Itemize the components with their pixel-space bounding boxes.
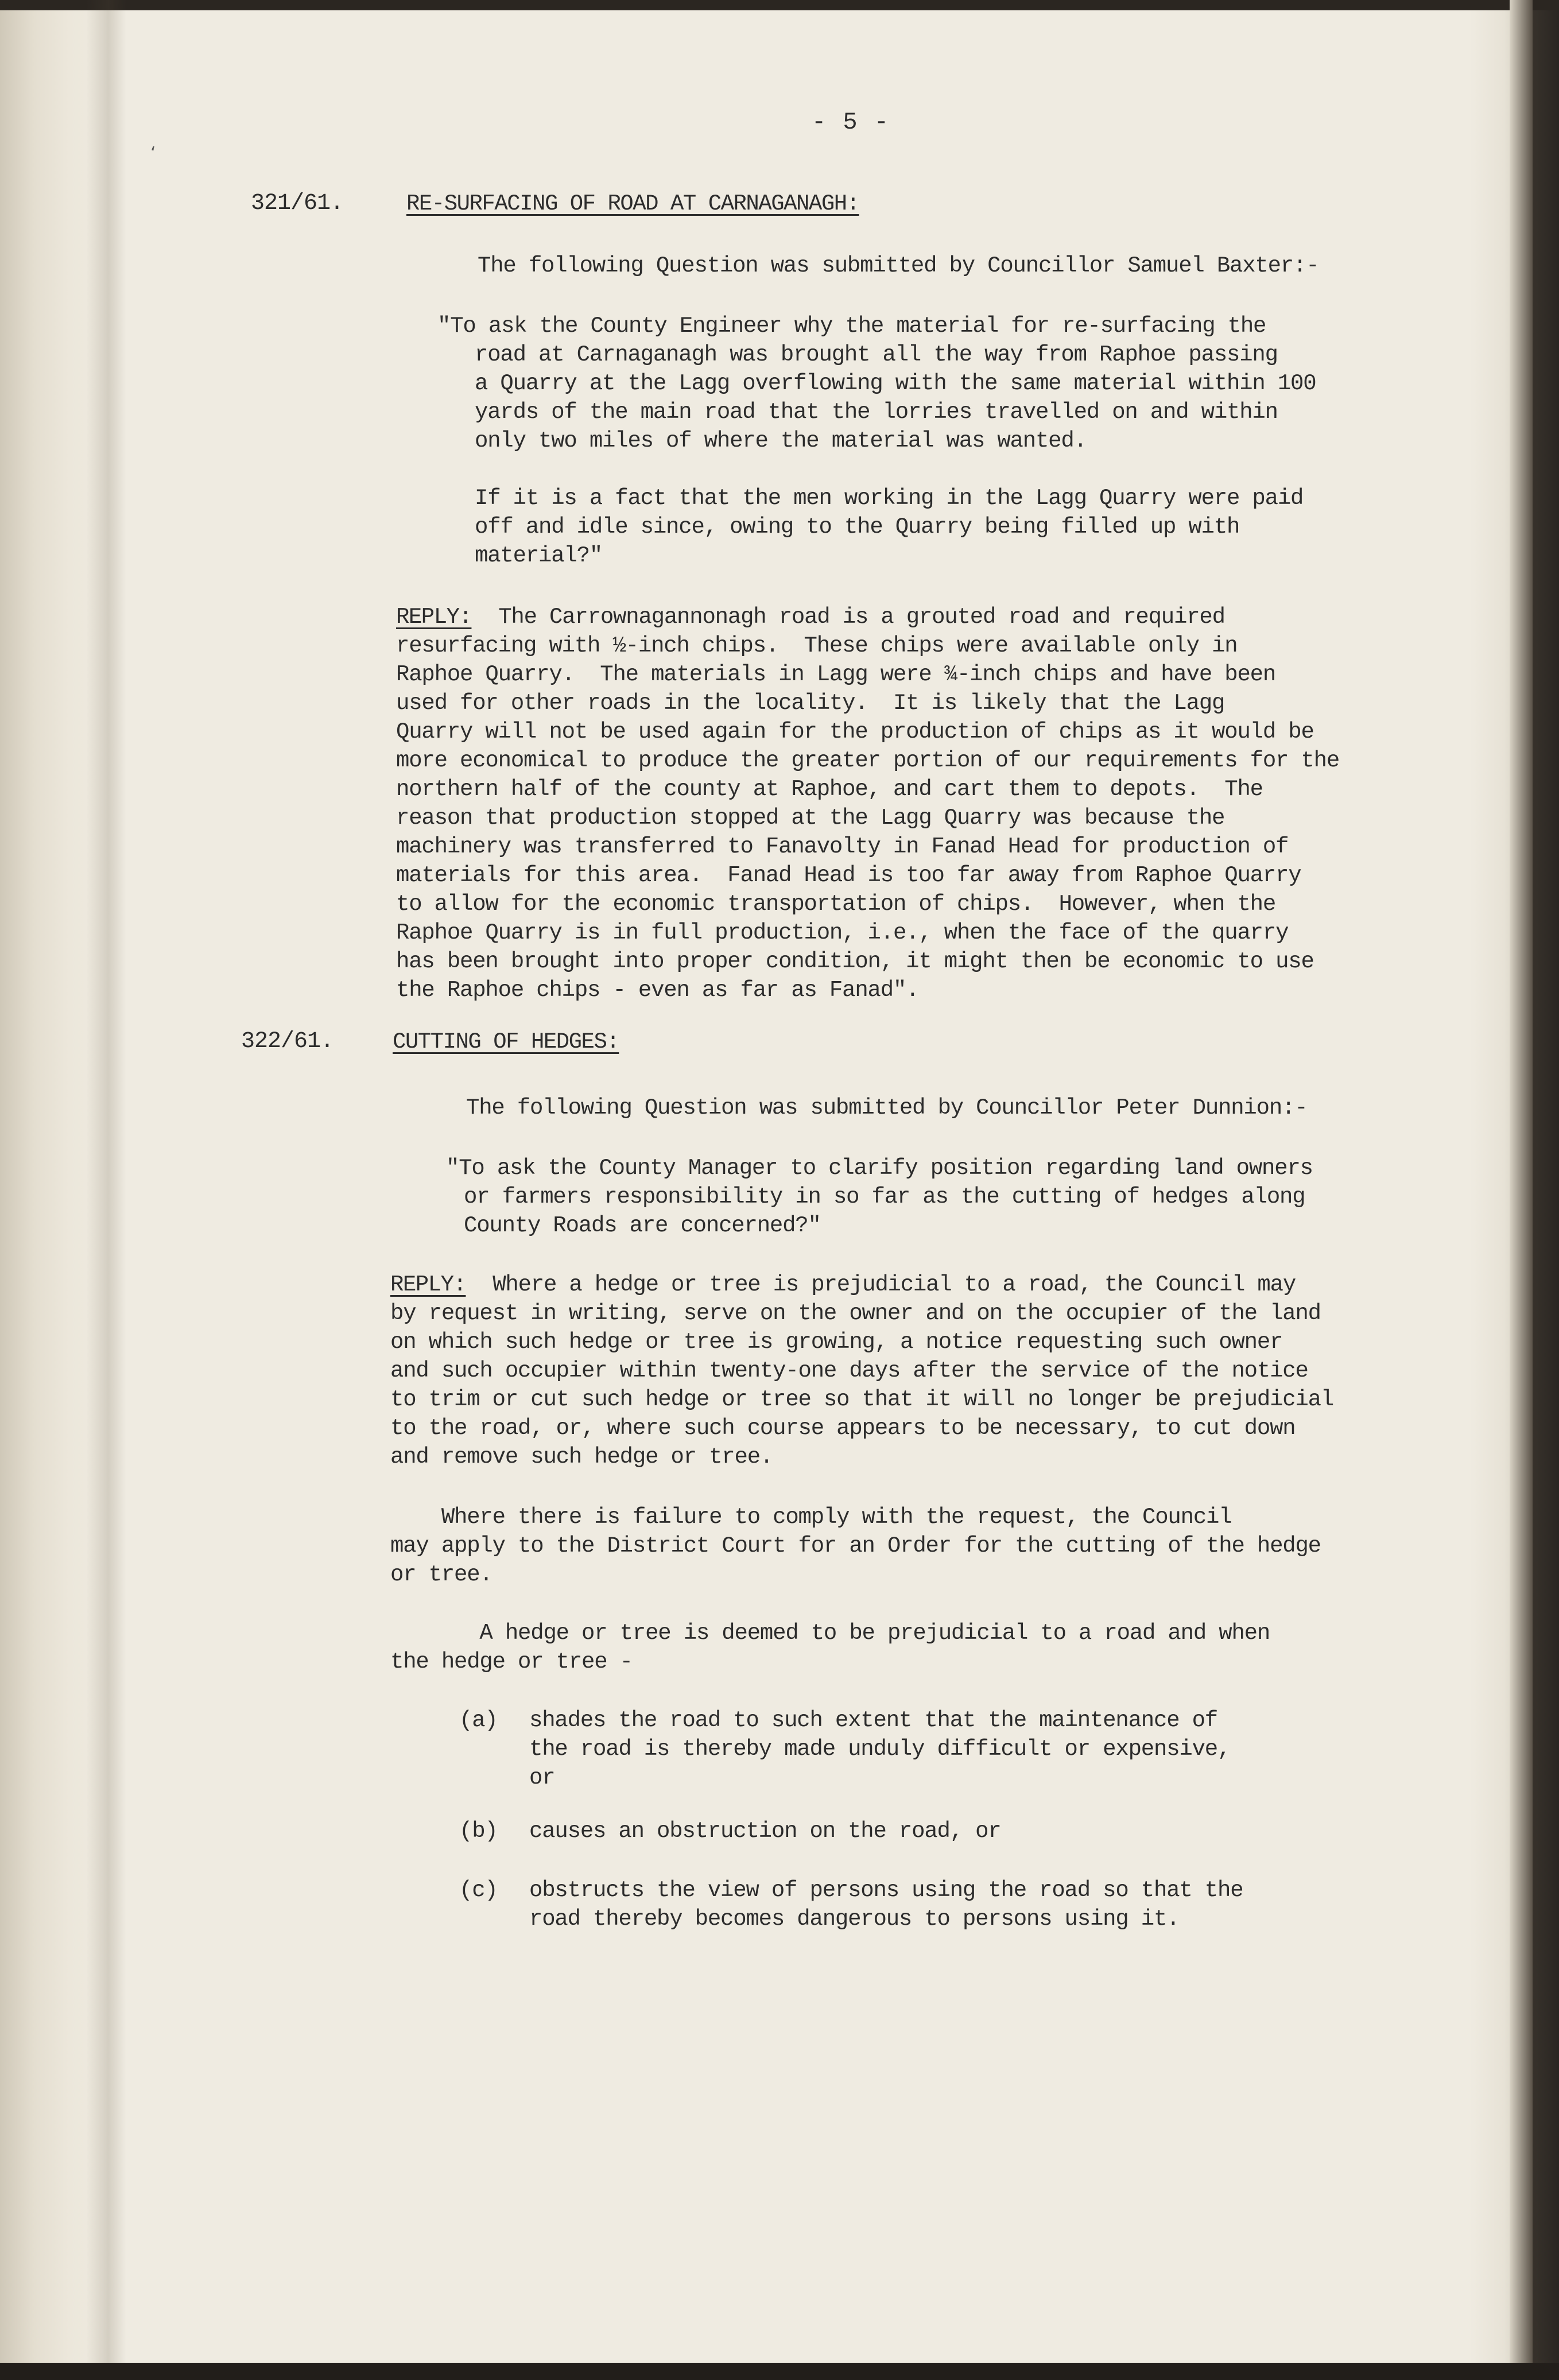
question-intro-322: The following Question was submitted by Councillor Peter Dunnion:- bbox=[466, 1095, 1308, 1121]
reply-line: materials for this area. Fanad Head is too far away from Raphoe Quarry bbox=[396, 863, 1301, 888]
reply-line: used for other roads in the locality. It is likely that the Lagg bbox=[396, 691, 1225, 716]
question-line: yards of the main road that the lorries travelled on and within bbox=[475, 400, 1278, 425]
item-ref-322: 322/61. bbox=[241, 1029, 334, 1055]
reply-line: more economical to produce the greater portion of our requirements for the bbox=[396, 748, 1340, 773]
page-number: - 5 - bbox=[812, 108, 890, 136]
item-line: the road is thereby made unduly difficult or expensive, bbox=[529, 1736, 1231, 1762]
item-line: shades the road to such extent that the maintenance of bbox=[529, 1708, 1218, 1733]
reply-line: to trim or cut such hedge or tree so that it will no longer be prejudicial bbox=[390, 1387, 1334, 1412]
reply-line: has been brought into proper condition, it might then be economic to use bbox=[396, 949, 1314, 974]
reply-line: The Carrownagannonagh road is a grouted road and required bbox=[486, 604, 1225, 630]
heading-resurfacing: RE-SURFACING OF ROAD AT CARNAGANAGH: bbox=[406, 191, 859, 216]
reply-line: Quarry will not be used again for the production of chips as it would be bbox=[396, 719, 1314, 745]
paragraph-line: A hedge or tree is deemed to be prejudicial to a road and when bbox=[390, 1621, 1270, 1646]
reply-line: by request in writing, serve on the owner and on the occupier of the land bbox=[390, 1301, 1321, 1326]
reply-line: the Raphoe chips - even as far as Fanad". bbox=[396, 978, 919, 1003]
paragraph-line: the hedge or tree - bbox=[390, 1649, 633, 1674]
question-line: material?" bbox=[475, 543, 603, 568]
item-label: (c) bbox=[459, 1878, 498, 1903]
item-ref-321: 321/61. bbox=[251, 191, 344, 216]
question-line: road at Carnaganagh was brought all the way from Raphoe passing bbox=[475, 342, 1278, 367]
question-intro-321: The following Question was submitted by Councillor Samuel Baxter:- bbox=[478, 253, 1319, 278]
reply-label: REPLY: bbox=[396, 604, 472, 630]
item-line: road thereby becomes dangerous to persons using it. bbox=[529, 1906, 1180, 1932]
item-line: or bbox=[529, 1765, 555, 1790]
item-label: (a) bbox=[459, 1708, 498, 1733]
item-line: causes an obstruction on the road, or bbox=[529, 1819, 1001, 1844]
reply-line: and remove such hedge or tree. bbox=[390, 1444, 773, 1470]
book-spine-edge bbox=[1510, 0, 1533, 2363]
question-line: "To ask the County Engineer why the material for re-surfacing the bbox=[437, 313, 1266, 339]
paragraph-line: Where there is failure to comply with the request, the Council bbox=[390, 1505, 1232, 1530]
item-label: (b) bbox=[459, 1819, 498, 1844]
question-line: off and idle since, owing to the Quarry being filled up with bbox=[475, 514, 1240, 540]
scan-top-edge bbox=[0, 0, 1559, 10]
reply-line: northern half of the county at Raphoe, and cart them to depots. The bbox=[396, 777, 1263, 802]
reply-line: Where a hedge or tree is prejudicial to a road, the Council may bbox=[480, 1272, 1296, 1297]
question-line: If it is a fact that the men working in the Lagg Quarry were paid bbox=[475, 486, 1304, 511]
reply-line: Raphoe Quarry. The materials in Lagg were ¾-inch chips and have been bbox=[396, 662, 1276, 687]
reply-line: to allow for the economic transportation of chips. However, when the bbox=[396, 891, 1276, 917]
question-line: or farmers responsibility in so far as the cutting of hedges along bbox=[464, 1184, 1305, 1210]
heading-cutting-hedges: CUTTING OF HEDGES: bbox=[393, 1029, 619, 1055]
question-line: only two miles of where the material was wanted. bbox=[475, 428, 1087, 453]
question-line: County Roads are concerned?" bbox=[464, 1213, 821, 1238]
reply-line: and such occupier within twenty-one days after the service of the notice bbox=[390, 1358, 1308, 1383]
reply-line: machinery was transferred to Fanavolty in Fanad Head for production of bbox=[396, 834, 1289, 859]
question-line: a Quarry at the Lagg overflowing with the same material within 100 bbox=[475, 371, 1316, 396]
reply-line: Raphoe Quarry is in full production, i.e., when the face of the quarry bbox=[396, 920, 1289, 945]
reply-line: reason that production stopped at the Lagg Quarry was because the bbox=[396, 805, 1225, 831]
item-line: obstructs the view of persons using the road so that the bbox=[529, 1878, 1243, 1903]
reply-line: on which such hedge or tree is growing, a notice requesting such owner bbox=[390, 1329, 1283, 1355]
stray-mark: ‘ bbox=[150, 144, 156, 164]
scan-bottom-edge bbox=[0, 2363, 1559, 2380]
reply-label: REPLY: bbox=[390, 1272, 466, 1297]
reply-line: to the road, or, where such course appears to be necessary, to cut down bbox=[390, 1416, 1296, 1441]
paragraph-line: or tree. bbox=[390, 1562, 492, 1587]
page-gutter-shadow bbox=[86, 0, 126, 2363]
question-line: "To ask the County Manager to clarify position regarding land owners bbox=[446, 1156, 1313, 1181]
paragraph-line: may apply to the District Court for an Order for the cutting of the hedge bbox=[390, 1533, 1321, 1559]
reply-line: resurfacing with ½-inch chips. These chips were available only in bbox=[396, 633, 1238, 658]
